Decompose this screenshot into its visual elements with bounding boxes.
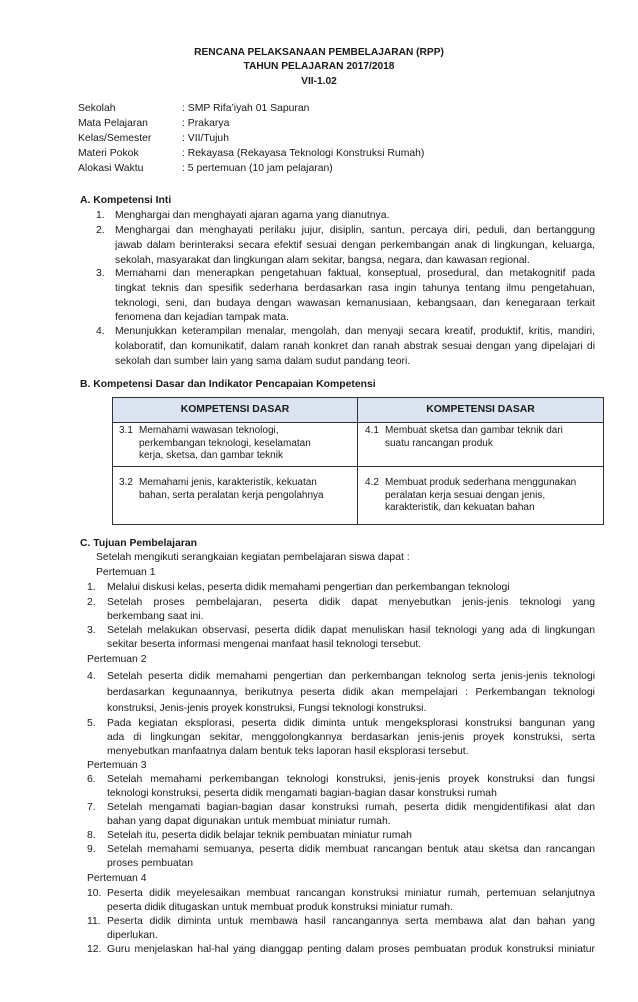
list-number: 4.: [87, 671, 96, 682]
meeting-title: Pertemuan 4: [87, 873, 147, 884]
list-number: 1.: [96, 210, 105, 221]
meeting-title: Pertemuan 1: [96, 567, 156, 578]
table-header: KOMPETENSI DASAR: [358, 398, 603, 423]
list-item-line: Menghargai dan menghayati perilaku jujur, disiplin, santun, percaya diri, peduli, dan bertanggung: [115, 225, 595, 236]
list-item-line: ada di lingkungan sekitar, menggolongkannya berdasarkan jenis-jenis proyek konstruksi, serta: [107, 732, 595, 743]
list-number: 2.: [96, 225, 105, 236]
list-item-line: Setelah proses pembelajaran, peserta didik dapat menyebutkan jenis-jenis teknologi yang: [107, 597, 595, 608]
cell-line: kerja, sketsa, dan gambar teknik: [139, 450, 283, 461]
identity-label: Kelas/Semester: [78, 133, 152, 144]
document-year: TAHUN PELAJARAN 2017/2018: [243, 61, 395, 72]
identity-value: : VII/Tujuh: [182, 133, 229, 144]
cell-line: perkembangan teknologi, keselamatan: [139, 437, 311, 449]
list-item-line: Setelah memahami semuanya, peserta didik membuat rancangan bentuk atau sketsa dan rancangan: [107, 844, 595, 855]
cell-line: peralatan kerja sesuai dengan jenis,: [385, 489, 546, 501]
list-item-line: berdasarkan kegunaannya, berikutnya peserta didik akan mempelajari : Perkembangan teknologi: [107, 687, 595, 698]
list-item-line: sekolah, masyarakat dan lingkungan alam sekitar, bangsa, negara, dan kawasan regional.: [115, 255, 530, 266]
list-number: 3.: [87, 625, 96, 636]
list-item-line: fenomena dan kejadian tampak mata.: [115, 312, 289, 323]
cell-line: Membuat produk sederhana menggunakan: [385, 477, 577, 488]
list-item-line: Setelah melakukan observasi, peserta didik dapat menuliskan hasil teknologi yang ada di lingkungan: [107, 625, 595, 636]
list-item-line: diperlukan.: [107, 930, 158, 941]
list-item-line: peserta didik ditugaskan untuk membuat produk konstruksi miniatur rumah.: [107, 902, 453, 913]
cell-line: Membuat sketsa dan gambar teknik dari: [385, 425, 563, 436]
cell-number: 3.1: [119, 425, 133, 436]
identity-label: Alokasi Waktu: [78, 163, 144, 174]
section-b-heading: B. Kompetensi Dasar dan Indikator Pencapaian Kompetensi: [80, 379, 376, 390]
list-item-line: Memahami dan menerapkan pengetahuan faktual, konseptual, prosedural, dan metakognitif pada: [115, 268, 595, 279]
cell-line: suatu rancangan produk: [385, 437, 493, 449]
list-item-line: teknologi, seni, dan budaya dengan wawasan kemanusiaan, kebangsaan, dan kenegaraan terkait: [115, 298, 595, 309]
cell-line: Memahami jenis, karakteristik, kekuatan: [139, 477, 317, 488]
identity-label: Sekolah: [78, 103, 116, 114]
section-c-intro: Setelah mengikuti serangkaian kegiatan pembelajaran siswa dapat :: [96, 552, 410, 563]
list-item-line: Setelah memahami perkembangan teknologi konstruksi, jenis-jenis proyek konstruksi dan fungsi: [107, 774, 595, 785]
table-divider: [113, 466, 603, 467]
list-item-line: Pada kegiatan eksplorasi, peserta didik diminta untuk mengeksplorasi konstruksi bangunan yang: [107, 718, 595, 729]
identity-value: : Rekayasa (Rekayasa Teknologi Konstruksi Rumah): [182, 148, 425, 159]
list-item-line: berkembang saat ini.: [107, 611, 204, 622]
list-item-line: sekitar beserta informasi mengenai manfaat hasil teknologi tersebut.: [107, 639, 422, 650]
list-number: 9.: [87, 844, 96, 855]
list-item-line: proses pembuatan: [107, 858, 194, 869]
list-item-line: Menghargai dan menghayati ajaran agama yang dianutnya.: [115, 210, 390, 221]
cell-number: 4.1: [365, 425, 379, 436]
document-code: VII-1.02: [301, 76, 337, 87]
list-item-line: teknologi konstruksi, peserta didik mengamati bagian-bagian dasar konstruksi rumah: [107, 788, 497, 799]
identity-value: : 5 pertemuan (10 jam pelajaran): [182, 163, 333, 174]
list-number: 4.: [96, 326, 105, 337]
list-item-line: menyebutkan manfaatnya dalam bentuk teks laporan hasil eksplorasi tersebut.: [107, 746, 469, 757]
meeting-title: Pertemuan 3: [87, 760, 147, 771]
list-number: 11.: [87, 916, 101, 927]
identity-label: Mata Pelajaran: [78, 118, 148, 129]
list-item-line: Guru menjelaskan hal-hal yang dianggap penting dalam proses pembuatan produk konstruksi miniatur: [107, 944, 595, 955]
identity-value: : Prakarya: [182, 118, 230, 129]
list-number: 8.: [87, 830, 96, 841]
list-number: 10.: [87, 888, 102, 899]
list-item-line: Peserta didik diminta untuk membawa hasil rancangannya serta membawa alat dan bahan yang: [107, 916, 595, 927]
list-number: 3.: [96, 268, 105, 279]
cell-line: bahan, serta peralatan kerja pengolahnya: [139, 489, 324, 501]
list-number: 5.: [87, 718, 96, 729]
list-item-line: Setelah itu, peserta didik belajar teknik pembuatan miniatur rumah: [107, 830, 412, 841]
document-title: RENCANA PELAKSANAAN PEMBELAJARAN (RPP): [194, 47, 444, 58]
identity-label: Materi Pokok: [78, 148, 139, 159]
cell-line: Memahami wawasan teknologi,: [139, 425, 279, 436]
list-number: 12.: [87, 944, 102, 955]
table-divider: [357, 398, 358, 524]
list-number: 2.: [87, 597, 96, 608]
list-item-line: Setelah peserta didik memahami pengertian dan perkembangan teknolog serta jenis-jenis teknologi: [107, 671, 595, 682]
table-header: KOMPETENSI DASAR: [113, 398, 357, 423]
list-item-line: kolaboratif, dan komunikatif, dalam ranah konkret dan ranah abstrak sesuai dengan yang dipelajari di: [115, 341, 595, 352]
list-item-line: Menunjukkan keterampilan menalar, mengolah, dan menyaji secara kreatif, produktif, kritis, mandiri,: [115, 326, 595, 337]
list-item-line: tingkat teknis dan spesifik sederhana berdasarkan rasa ingin tahunya tentang ilmu pengetahuan,: [115, 283, 595, 294]
identity-value: : SMP Rifa’iyah 01 Sapuran: [182, 103, 310, 114]
cell-line: karakteristik, dan kekuatan bahan: [385, 502, 535, 513]
list-item-line: Peserta didik meyelesaikan membuat rancangan konstruksi miniatur rumah, pertemuan selanjutnya: [107, 888, 595, 899]
competency-table: [112, 397, 604, 525]
meeting-title: Pertemuan 2: [87, 654, 147, 665]
list-item-line: bahan yang dapat digunakan untuk membuat miniatur rumah.: [107, 816, 391, 827]
list-item-line: sekolah dan sumber lain yang sama dalam sudut pandang teori.: [115, 356, 411, 367]
cell-number: 4.2: [365, 477, 379, 488]
list-item-line: Setelah mengamati bagian-bagian dasar konstruksi rumah, peserta didik mengidentifikasi alat dan: [107, 802, 595, 813]
list-number: 7.: [87, 802, 96, 813]
list-item-line: jawab dalam berinteraksi secara efektif sesuai dengan perkembangan anak di lingkungan, keluarga,: [115, 240, 595, 251]
list-item-line: konstruksi, Jenis-jenis proyek konstruksi, Fungsi teknologi konstruksi.: [107, 703, 427, 714]
cell-number: 3.2: [119, 477, 133, 488]
list-item-line: Melalui diskusi kelas, peserta didik memahami pengertian dan perkembangan teknologi: [107, 582, 510, 593]
section-c-heading: C. Tujuan Pembelajaran: [80, 538, 198, 549]
list-number: 6.: [87, 774, 96, 785]
list-number: 1.: [87, 582, 96, 593]
section-a-heading: A. Kompetensi Inti: [80, 195, 172, 206]
